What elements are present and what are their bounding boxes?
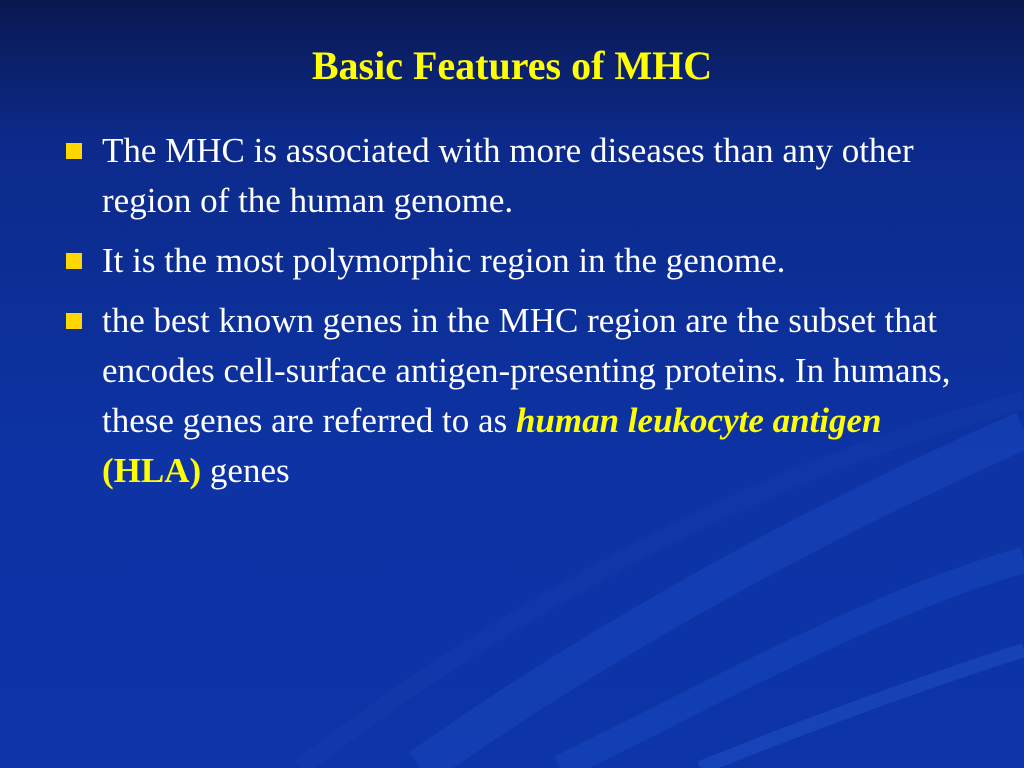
hla-term-highlight: human leukocyte antigen bbox=[515, 401, 882, 440]
bullet-text-end: genes bbox=[201, 451, 290, 490]
hla-abbreviation-highlight: (HLA) bbox=[102, 451, 202, 490]
bullet-text: It is the most polymorphic region in the genome. bbox=[102, 241, 786, 280]
bullet-text: the best known genes in the MHC region are the subset that encodes cell-surface antigen-presenting proteins. In humans, these genes are referred to as bbox=[102, 301, 951, 440]
square-bullet-icon bbox=[66, 313, 82, 329]
bullet-list bbox=[60, 126, 980, 506]
bullet-item bbox=[60, 236, 980, 286]
square-bullet-icon bbox=[66, 253, 82, 269]
bullet-item bbox=[60, 296, 980, 496]
bullet-item bbox=[60, 126, 980, 226]
slide-title: Basic Features of MHC bbox=[311, 43, 713, 88]
square-bullet-icon bbox=[66, 143, 82, 159]
bullet-text: The MHC is associated with more diseases than any other region of the human genome. bbox=[102, 131, 914, 220]
